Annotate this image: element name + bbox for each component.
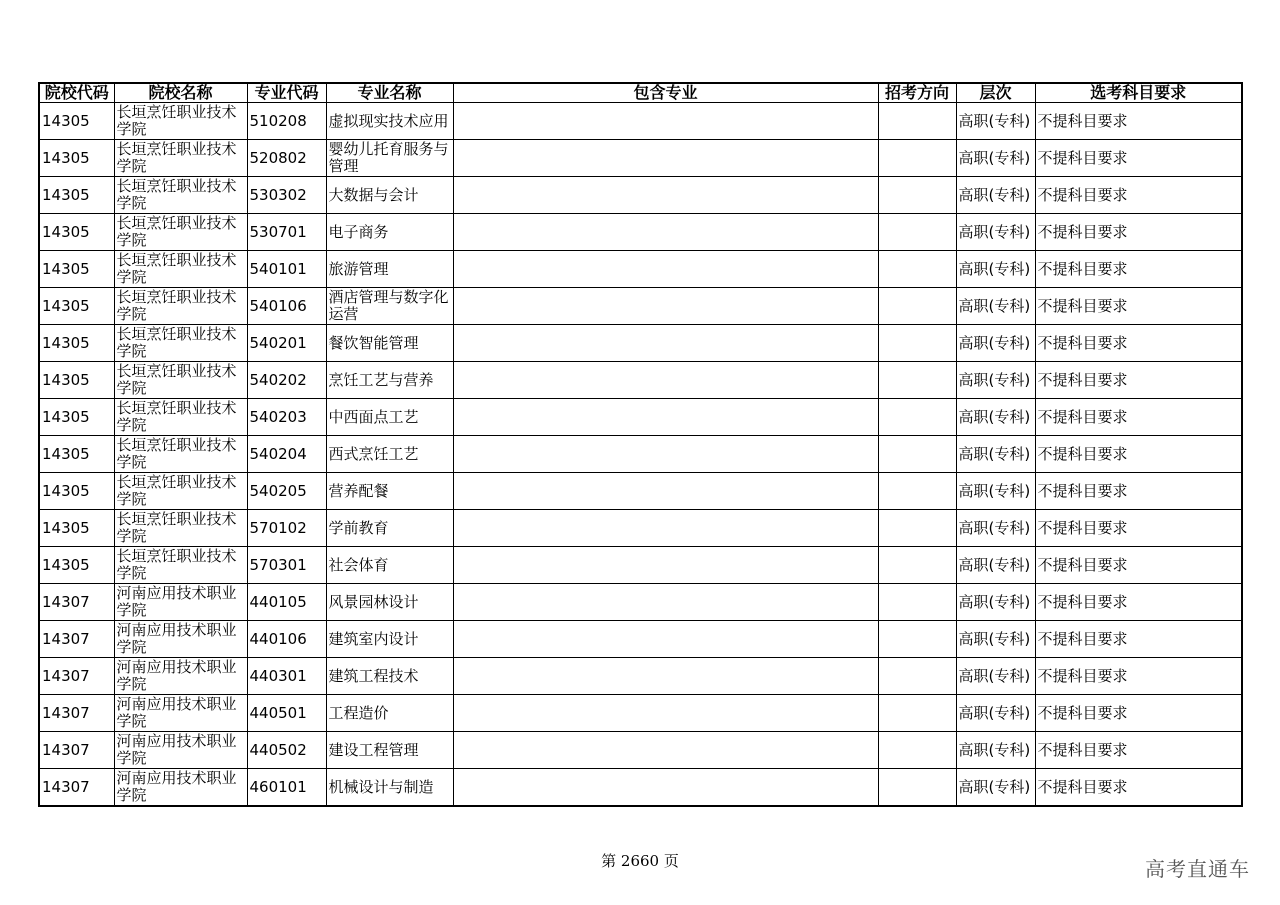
level-cell: 高职(专科) bbox=[956, 325, 1035, 362]
subject-requirement-cell: 不提科目要求 bbox=[1035, 547, 1242, 584]
major-code-cell: 520802 bbox=[247, 140, 326, 177]
included-majors-cell bbox=[453, 325, 878, 362]
table-row bbox=[39, 325, 1242, 362]
included-majors-cell bbox=[453, 473, 878, 510]
school-name-cell: 长垣烹饪职业技术学院 bbox=[114, 251, 247, 288]
school-code-cell: 14307 bbox=[39, 732, 114, 769]
school-code-cell: 14305 bbox=[39, 547, 114, 584]
subject-requirement-cell: 不提科目要求 bbox=[1035, 695, 1242, 732]
subject-requirement-cell: 不提科目要求 bbox=[1035, 436, 1242, 473]
table-row bbox=[39, 177, 1242, 214]
subject-requirement-cell: 不提科目要求 bbox=[1035, 769, 1242, 807]
included-majors-cell bbox=[453, 695, 878, 732]
exam-direction-cell bbox=[878, 547, 956, 584]
school-code-cell: 14305 bbox=[39, 436, 114, 473]
included-majors-cell bbox=[453, 621, 878, 658]
level-cell: 高职(专科) bbox=[956, 214, 1035, 251]
exam-direction-cell bbox=[878, 732, 956, 769]
major-code-cell: 540203 bbox=[247, 399, 326, 436]
subject-requirement-cell: 不提科目要求 bbox=[1035, 658, 1242, 695]
school-code-cell: 14305 bbox=[39, 325, 114, 362]
table-header-row bbox=[39, 83, 1242, 103]
exam-direction-cell bbox=[878, 325, 956, 362]
included-majors-cell bbox=[453, 732, 878, 769]
school-name-cell: 长垣烹饪职业技术学院 bbox=[114, 288, 247, 325]
exam-direction-cell bbox=[878, 399, 956, 436]
school-name-cell: 长垣烹饪职业技术学院 bbox=[114, 399, 247, 436]
school-name-cell: 河南应用技术职业学院 bbox=[114, 695, 247, 732]
table-row bbox=[39, 214, 1242, 251]
level-cell: 高职(专科) bbox=[956, 288, 1035, 325]
school-code-cell: 14307 bbox=[39, 695, 114, 732]
header-subject-requirement: 选考科目要求 bbox=[1035, 83, 1242, 103]
exam-direction-cell bbox=[878, 695, 956, 732]
major-name-cell: 社会体育 bbox=[326, 547, 453, 584]
school-name-cell: 长垣烹饪职业技术学院 bbox=[114, 177, 247, 214]
table-row bbox=[39, 547, 1242, 584]
included-majors-cell bbox=[453, 584, 878, 621]
major-name-cell: 电子商务 bbox=[326, 214, 453, 251]
level-cell: 高职(专科) bbox=[956, 103, 1035, 140]
table-body bbox=[39, 103, 1242, 807]
level-cell: 高职(专科) bbox=[956, 473, 1035, 510]
level-cell: 高职(专科) bbox=[956, 621, 1035, 658]
table-row bbox=[39, 621, 1242, 658]
major-name-cell: 中西面点工艺 bbox=[326, 399, 453, 436]
level-cell: 高职(专科) bbox=[956, 399, 1035, 436]
school-code-cell: 14305 bbox=[39, 399, 114, 436]
major-code-cell: 540101 bbox=[247, 251, 326, 288]
header-included-majors: 包含专业 bbox=[453, 83, 878, 103]
exam-direction-cell bbox=[878, 658, 956, 695]
included-majors-cell bbox=[453, 288, 878, 325]
subject-requirement-cell: 不提科目要求 bbox=[1035, 510, 1242, 547]
level-cell: 高职(专科) bbox=[956, 584, 1035, 621]
major-name-cell: 建筑工程技术 bbox=[326, 658, 453, 695]
included-majors-cell bbox=[453, 214, 878, 251]
school-code-cell: 14305 bbox=[39, 510, 114, 547]
subject-requirement-cell: 不提科目要求 bbox=[1035, 214, 1242, 251]
subject-requirement-cell: 不提科目要求 bbox=[1035, 140, 1242, 177]
school-name-cell: 长垣烹饪职业技术学院 bbox=[114, 436, 247, 473]
included-majors-cell bbox=[453, 140, 878, 177]
included-majors-cell bbox=[453, 547, 878, 584]
subject-requirement-cell: 不提科目要求 bbox=[1035, 732, 1242, 769]
school-name-cell: 长垣烹饪职业技术学院 bbox=[114, 547, 247, 584]
major-code-cell: 540202 bbox=[247, 362, 326, 399]
school-code-cell: 14305 bbox=[39, 177, 114, 214]
exam-direction-cell bbox=[878, 473, 956, 510]
subject-requirement-cell: 不提科目要求 bbox=[1035, 251, 1242, 288]
table-row bbox=[39, 695, 1242, 732]
included-majors-cell bbox=[453, 177, 878, 214]
table-row bbox=[39, 399, 1242, 436]
level-cell: 高职(专科) bbox=[956, 510, 1035, 547]
included-majors-cell bbox=[453, 769, 878, 807]
header-level: 层次 bbox=[956, 83, 1035, 103]
major-code-cell: 530302 bbox=[247, 177, 326, 214]
major-code-cell: 540106 bbox=[247, 288, 326, 325]
major-name-cell: 酒店管理与数字化运营 bbox=[326, 288, 453, 325]
major-code-cell: 540201 bbox=[247, 325, 326, 362]
exam-direction-cell bbox=[878, 436, 956, 473]
table-row bbox=[39, 769, 1242, 807]
major-code-cell: 570102 bbox=[247, 510, 326, 547]
included-majors-cell bbox=[453, 362, 878, 399]
school-name-cell: 长垣烹饪职业技术学院 bbox=[114, 473, 247, 510]
included-majors-cell bbox=[453, 658, 878, 695]
header-major-code: 专业代码 bbox=[247, 83, 326, 103]
school-name-cell: 河南应用技术职业学院 bbox=[114, 621, 247, 658]
subject-requirement-cell: 不提科目要求 bbox=[1035, 177, 1242, 214]
major-code-cell: 440501 bbox=[247, 695, 326, 732]
level-cell: 高职(专科) bbox=[956, 177, 1035, 214]
included-majors-cell bbox=[453, 436, 878, 473]
admissions-table bbox=[38, 82, 1243, 807]
table-row bbox=[39, 103, 1242, 140]
table-row bbox=[39, 732, 1242, 769]
exam-direction-cell bbox=[878, 362, 956, 399]
included-majors-cell bbox=[453, 510, 878, 547]
table-row bbox=[39, 140, 1242, 177]
header-major-name: 专业名称 bbox=[326, 83, 453, 103]
table-row bbox=[39, 436, 1242, 473]
school-name-cell: 长垣烹饪职业技术学院 bbox=[114, 510, 247, 547]
subject-requirement-cell: 不提科目要求 bbox=[1035, 584, 1242, 621]
major-name-cell: 学前教育 bbox=[326, 510, 453, 547]
major-name-cell: 建设工程管理 bbox=[326, 732, 453, 769]
major-name-cell: 婴幼儿托育服务与管理 bbox=[326, 140, 453, 177]
level-cell: 高职(专科) bbox=[956, 251, 1035, 288]
table-row bbox=[39, 658, 1242, 695]
school-code-cell: 14305 bbox=[39, 140, 114, 177]
major-code-cell: 540204 bbox=[247, 436, 326, 473]
major-name-cell: 机械设计与制造 bbox=[326, 769, 453, 807]
table-row bbox=[39, 251, 1242, 288]
school-code-cell: 14307 bbox=[39, 769, 114, 807]
major-code-cell: 440106 bbox=[247, 621, 326, 658]
major-code-cell: 510208 bbox=[247, 103, 326, 140]
school-name-cell: 河南应用技术职业学院 bbox=[114, 658, 247, 695]
level-cell: 高职(专科) bbox=[956, 362, 1035, 399]
exam-direction-cell bbox=[878, 140, 956, 177]
major-name-cell: 虚拟现实技术应用 bbox=[326, 103, 453, 140]
school-code-cell: 14307 bbox=[39, 584, 114, 621]
major-code-cell: 540205 bbox=[247, 473, 326, 510]
major-name-cell: 营养配餐 bbox=[326, 473, 453, 510]
subject-requirement-cell: 不提科目要求 bbox=[1035, 362, 1242, 399]
exam-direction-cell bbox=[878, 769, 956, 807]
major-name-cell: 风景园林设计 bbox=[326, 584, 453, 621]
exam-direction-cell bbox=[878, 510, 956, 547]
level-cell: 高职(专科) bbox=[956, 769, 1035, 807]
header-school-name: 院校名称 bbox=[114, 83, 247, 103]
included-majors-cell bbox=[453, 251, 878, 288]
exam-direction-cell bbox=[878, 177, 956, 214]
school-code-cell: 14307 bbox=[39, 658, 114, 695]
school-code-cell: 14305 bbox=[39, 362, 114, 399]
school-code-cell: 14305 bbox=[39, 473, 114, 510]
subject-requirement-cell: 不提科目要求 bbox=[1035, 473, 1242, 510]
exam-direction-cell bbox=[878, 103, 956, 140]
exam-direction-cell bbox=[878, 288, 956, 325]
school-code-cell: 14305 bbox=[39, 103, 114, 140]
table-row bbox=[39, 362, 1242, 399]
header-exam-direction: 招考方向 bbox=[878, 83, 956, 103]
school-name-cell: 河南应用技术职业学院 bbox=[114, 732, 247, 769]
school-name-cell: 长垣烹饪职业技术学院 bbox=[114, 103, 247, 140]
exam-direction-cell bbox=[878, 214, 956, 251]
included-majors-cell bbox=[453, 399, 878, 436]
major-code-cell: 530701 bbox=[247, 214, 326, 251]
watermark-text: 高考直通车 bbox=[1145, 857, 1250, 881]
school-name-cell: 长垣烹饪职业技术学院 bbox=[114, 325, 247, 362]
major-name-cell: 餐饮智能管理 bbox=[326, 325, 453, 362]
level-cell: 高职(专科) bbox=[956, 436, 1035, 473]
level-cell: 高职(专科) bbox=[956, 658, 1035, 695]
school-code-cell: 14307 bbox=[39, 621, 114, 658]
school-code-cell: 14305 bbox=[39, 214, 114, 251]
subject-requirement-cell: 不提科目要求 bbox=[1035, 621, 1242, 658]
major-code-cell: 440105 bbox=[247, 584, 326, 621]
major-name-cell: 旅游管理 bbox=[326, 251, 453, 288]
school-name-cell: 长垣烹饪职业技术学院 bbox=[114, 140, 247, 177]
major-code-cell: 570301 bbox=[247, 547, 326, 584]
included-majors-cell bbox=[453, 103, 878, 140]
school-code-cell: 14305 bbox=[39, 288, 114, 325]
school-name-cell: 河南应用技术职业学院 bbox=[114, 769, 247, 807]
major-code-cell: 460101 bbox=[247, 769, 326, 807]
major-code-cell: 440301 bbox=[247, 658, 326, 695]
level-cell: 高职(专科) bbox=[956, 547, 1035, 584]
level-cell: 高职(专科) bbox=[956, 695, 1035, 732]
major-name-cell: 大数据与会计 bbox=[326, 177, 453, 214]
table-row bbox=[39, 584, 1242, 621]
subject-requirement-cell: 不提科目要求 bbox=[1035, 103, 1242, 140]
subject-requirement-cell: 不提科目要求 bbox=[1035, 399, 1242, 436]
exam-direction-cell bbox=[878, 584, 956, 621]
school-name-cell: 长垣烹饪职业技术学院 bbox=[114, 362, 247, 399]
school-name-cell: 河南应用技术职业学院 bbox=[114, 584, 247, 621]
school-name-cell: 长垣烹饪职业技术学院 bbox=[114, 214, 247, 251]
major-name-cell: 烹饪工艺与营养 bbox=[326, 362, 453, 399]
exam-direction-cell bbox=[878, 251, 956, 288]
level-cell: 高职(专科) bbox=[956, 140, 1035, 177]
school-code-cell: 14305 bbox=[39, 251, 114, 288]
subject-requirement-cell: 不提科目要求 bbox=[1035, 325, 1242, 362]
major-name-cell: 西式烹饪工艺 bbox=[326, 436, 453, 473]
table-row bbox=[39, 510, 1242, 547]
header-school-code: 院校代码 bbox=[39, 83, 114, 103]
major-name-cell: 建筑室内设计 bbox=[326, 621, 453, 658]
exam-direction-cell bbox=[878, 621, 956, 658]
major-name-cell: 工程造价 bbox=[326, 695, 453, 732]
level-cell: 高职(专科) bbox=[956, 732, 1035, 769]
major-code-cell: 440502 bbox=[247, 732, 326, 769]
table-row bbox=[39, 473, 1242, 510]
page-number: 第 2660 页 bbox=[601, 852, 679, 870]
table-row bbox=[39, 288, 1242, 325]
subject-requirement-cell: 不提科目要求 bbox=[1035, 288, 1242, 325]
